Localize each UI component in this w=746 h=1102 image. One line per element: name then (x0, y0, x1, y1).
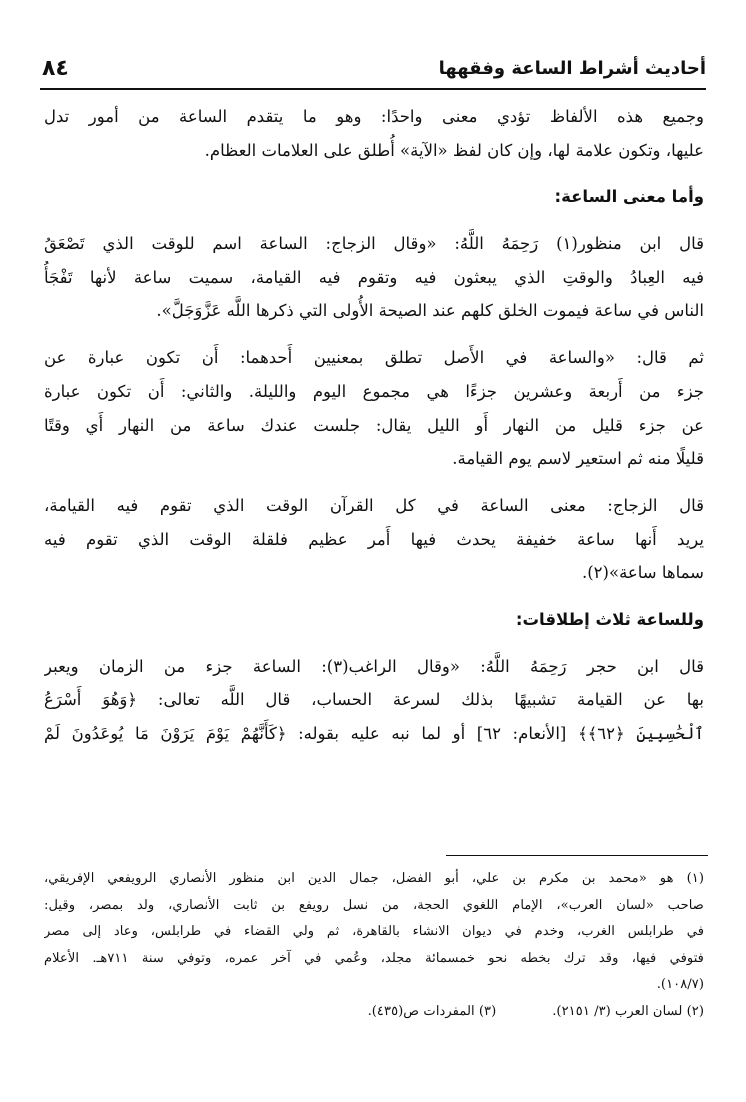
text-line: الناس في ساعة فيموت الخلق كلهم عند الصيحة الأُولى التي ذكرها اللَّه عَزَّوَجَلَّ». (156, 301, 704, 321)
text-line: قال ابن حجر رَحِمَهُ اللَّهُ: «وقال الراغب(٣): الساعة جزء من الزمان ويعبر (44, 656, 704, 676)
text-line: فيه العِبادُ والوقتِ الذي يبعثون فيه وتقوم فيه القيامة، سميت ساعة لأنها تَفْجَأُ (44, 267, 704, 287)
main-text (44, 100, 704, 751)
header-divider (40, 88, 706, 90)
paragraph-two-meanings (44, 341, 704, 476)
text-line: ٱلْحَٰسِبِينَ ﴿٦٢﴾﴾ [الأنعام: ٦٢] أو لما نبه عليه بقوله: ﴿كَأَنَّهُمْ يَوْمَ يَرَوْنَ مَا يُوعَدُونَ لَمْ (44, 724, 704, 743)
text-line: قال ابن منظور(١) رَحِمَهُ اللَّهُ: «وقال الزجاج: الساعة اسم للوقت الذي تَصْعَقُ (44, 234, 704, 254)
footnotes (44, 866, 704, 1026)
section-heading-meaning: وأما معنى الساعة: (554, 187, 704, 207)
footnote-3: (٣) المفردات ص(٤٣٥). (367, 1003, 497, 1019)
text-line: بها عن القيامة تشبيهًا بذلك لسرعة الحساب، قال اللَّه تعالى: ﴿وَهُوَ أَسْرَعُ (44, 690, 704, 710)
book-title: أحاديث أشراط الساعة وفقهها (438, 58, 706, 79)
text-line: وجميع هذه الألفاظ تؤدي معنى واحدًا: وهو ما يتقدم الساعة من أمور تدل (44, 107, 704, 126)
footnote-line: فتوفي فيها، وقد ترك بخطه نحو خمسمائة مجلد، وعُمي في آخر عمره، وتوفي سنة ٧١١هـ. الأعلام (44, 950, 704, 966)
paragraph-ibn-hajar (44, 650, 704, 751)
footnote-line: صاحب «لسان العرب»، الإمام اللغوي الحجة، من نسل رويفع بن ثابت الأنصاري، ولد بمصر، وقيل: (44, 897, 704, 913)
footnote-line: (١) هو «محمد بن مكرم بن علي، أبو الفضل، جمال الدين ابن منظور الأنصاري الرويفعي الإفريقي، (44, 871, 704, 886)
paragraph-alfaz (44, 100, 704, 167)
text-line: سماها ساعة»(٢). (581, 563, 704, 583)
paragraph-zajjaj (44, 489, 704, 590)
running-header (40, 56, 706, 86)
text-line: ثم قال: «والساعة في الأَصل تطلق بمعنيين أَحدهما: أَن تكون عبارة عن (44, 348, 704, 368)
text-line: يريد أَنها ساعة خفيفة يحدث فيها أَمر عظيم فلقلة الوقت الذي تقوم فيه (44, 529, 704, 549)
text-line: عن جزء قليل من النهار أَو الليل يقال: جلست عندك ساعة من النهار أَي وقتًا (44, 415, 704, 435)
footnote-divider (446, 855, 708, 856)
footnote-1 (44, 866, 704, 999)
paragraph-ibn-manzur (44, 227, 704, 328)
page-number: ٨٤ (42, 56, 69, 81)
text-line: قال الزجاج: معنى الساعة في كل القرآن الوقت الذي تقوم فيه القيامة، (44, 495, 704, 515)
footnotes-2-3 (44, 999, 704, 1026)
footnote-line: في طرابلس الغرب، وخدم في ديوان الانشاء بالقاهرة، ثم ولي القضاء في طرابلس، وعاد إلى مصر (44, 924, 704, 940)
text-line: جزء من أَربعة وعشرين جزءًا هي مجموع اليوم والليلة. والثاني: أَن تكون عبارة (44, 381, 704, 401)
text-line: عليها، وتكون علامة لها، وإن كان لفظ «الآية» أُطلق على العلامات العظام. (204, 140, 704, 160)
footnote-2: (٢) لسان العرب (٣/ ٢١٥١). (552, 1003, 704, 1019)
footnote-line: (١٠٨/٧). (656, 977, 704, 993)
section-heading-usages: وللساعة ثلاث إطلاقات: (515, 609, 704, 629)
text-line: قليلًا منه ثم استعير لاسم يوم القيامة. (452, 449, 704, 469)
